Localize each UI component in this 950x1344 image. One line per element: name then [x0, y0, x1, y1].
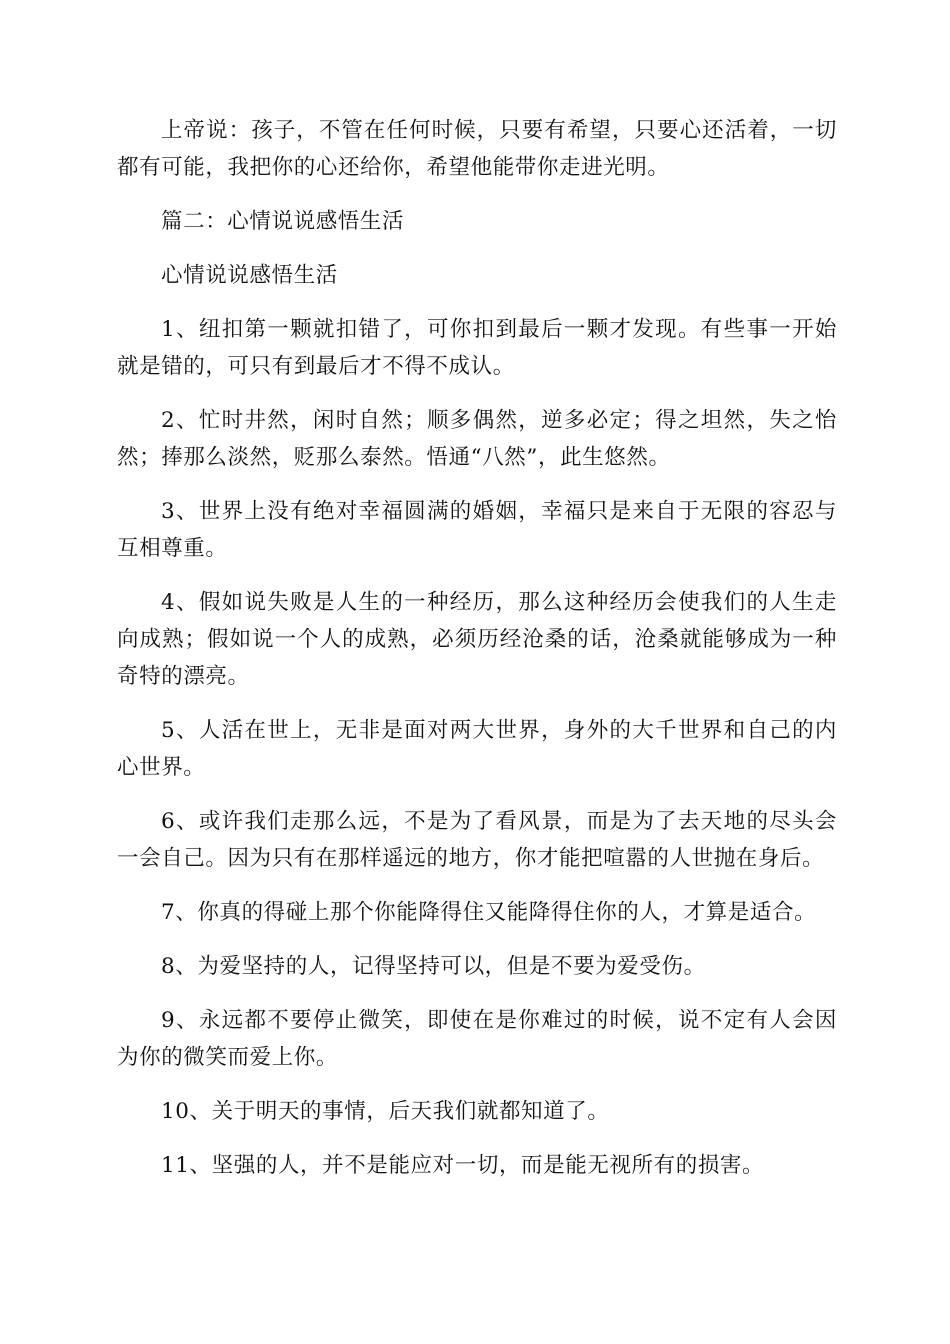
- list-item: 6、或许我们走那么远，不是为了看风景，而是为了去天地的尽头会一会自己。因为只有在那样遥远的地方，你才能把喧嚣的人世抛在身后。: [117, 809, 837, 871]
- list-item: 7、你真的得碰上那个你能降得住又能降得住你的人，才算是适合。: [161, 900, 817, 925]
- list-item: 2、忙时井然，闲时自然；顺多偶然，逆多必定；得之坦然，失之怡然；捧那么淡然，贬那么泰然。悟通“八然”，此生悠然。: [117, 408, 837, 470]
- list-item: 8、为爱坚持的人，记得坚持可以，但是不要为爱受伤。: [161, 954, 706, 979]
- list-item: 1、纽扣第一颗就扣错了，可你扣到最后一颗才发现。有些事一开始就是错的，可只有到最后才不得不成认。: [117, 317, 837, 379]
- section-subtitle: 心情说说感悟生活: [161, 263, 338, 288]
- list-item: 3、世界上没有绝对幸福圆满的婚姻，幸福只是来自于无限的容忍与互相尊重。: [117, 499, 837, 561]
- list-item: 5、人活在世上，无非是面对两大世界，身外的大千世界和自己的内心世界。: [117, 718, 837, 780]
- paragraph-god-said: 上帝说：孩子，不管在任何时候，只要有希望，只要心还活着，一切都有可能，我把你的心还给你，希望他能带你走进光明。: [117, 118, 837, 180]
- list-item: 9、永远都不要停止微笑，即使在是你难过的时候，说不定有人会因为你的微笑而爱上你。: [117, 1008, 837, 1070]
- document-body: [117, 112, 837, 1201]
- list-item: 11、坚强的人，并不是能应对一切，而是能无视所有的损害。: [161, 1153, 765, 1178]
- list-item: 4、假如说失败是人生的一种经历，那么这种经历会使我们的人生走向成熟；假如说一个人的成熟，必须历经沧桑的话，沧桑就能够成为一种奇特的漂亮。: [117, 590, 837, 689]
- list-item: 10、关于明天的事情，后天我们就都知道了。: [161, 1099, 610, 1124]
- section-heading: 篇二：心情说说感悟生活: [161, 209, 405, 234]
